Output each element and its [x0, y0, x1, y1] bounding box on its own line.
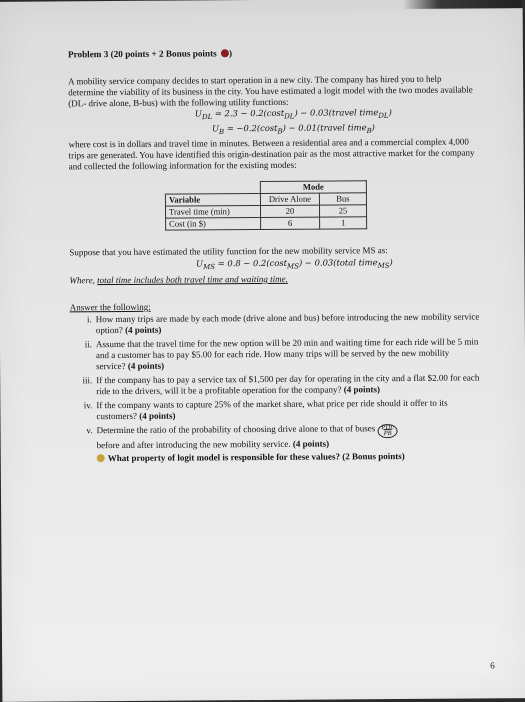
red-marker-icon [221, 49, 229, 57]
bonus-question: What property of logit model is responsible for these values? (2 Bonus points) [71, 450, 481, 464]
utility-drive-alone: $U_{DL} = 2.3 - 0.2(\cos t_{DL})$ − 0.03(travel time$_{DL}$) [194, 107, 392, 122]
page-number: 6 [490, 660, 495, 671]
intro-paragraph: A mobility service company decides to start operation in a new city. The company has hired you to help determine the viability of its business in the city. You have estimated a logit model with the two modes available (DL- drive alone, B-bus) with the following utility functions: [68, 73, 473, 109]
question-item: ii. Assume that the travel time for the new option will be 20 min and waiting time for each ride will be 5 min and a customer has to pay $5.00 for each ride. How many trips will be served by the new mobility service? (4 points) [84, 336, 479, 372]
question-item: iii. If the company has to pay a service tax of $1,500 per day for operating in the city and a flat $2.00 for each ride to the drivers, will it be a profitable operation for the company? (4 points) [82, 372, 480, 397]
probability-ratio-fraction: PDL PB [377, 424, 397, 438]
table-row: Cost (in $) 6 1 [166, 217, 367, 230]
mode-table [165, 181, 367, 231]
bonus-marker-icon [97, 454, 105, 462]
bus-header: Bus [319, 193, 366, 205]
dark-edge [403, 0, 523, 9]
question-item: i. How many trips are made by each mode (drive alone and bus) before introducing the new mobility service option? (4 points) [86, 311, 480, 336]
question-list [70, 311, 481, 451]
utility-bus: $U_B = -0.2(\cos t_B)$ − 0.01(travel time$_B$) [211, 121, 375, 136]
question-item: v. Determine the ratio of the probability of choosing drive alone to that of buses PDL PB before and after introducing the new mobility service. (4 points) [71, 422, 481, 451]
answer-heading: Answer the following: [69, 301, 151, 313]
table-row: Travel time (min) 20 25 [165, 205, 366, 218]
problem-title: Problem 3 (20 points + 2 Bonus points ) [67, 48, 233, 60]
problem-content [68, 46, 481, 464]
question-item: iv. If the company wants to capture 25% of the market share, what price per ride should it offer to its customers? (4 points) [83, 397, 448, 422]
mode-header: Mode [260, 181, 366, 194]
variable-header: Variable [165, 194, 260, 207]
description-paragraph: where cost is in dollars and travel time in minutes. Between a residential area and a commercial complex 4,000 trips are generated. You have identified this origin-destination pair as the most attractive market for the company and collected the following information for the existing modes: [68, 136, 475, 172]
utility-mobility-service: $U_{MS} = 0.8 - 0.2(\cos t_{MS})$ − 0.03(total time$_{MS}$) [195, 257, 393, 272]
drive-alone-header: Drive Alone [260, 193, 319, 205]
suppose-paragraph: Suppose that you have estimated the utility function for the new mobility service MS as: [69, 245, 388, 258]
where-note: Where, total time includes both travel time and waiting time. [69, 273, 288, 286]
